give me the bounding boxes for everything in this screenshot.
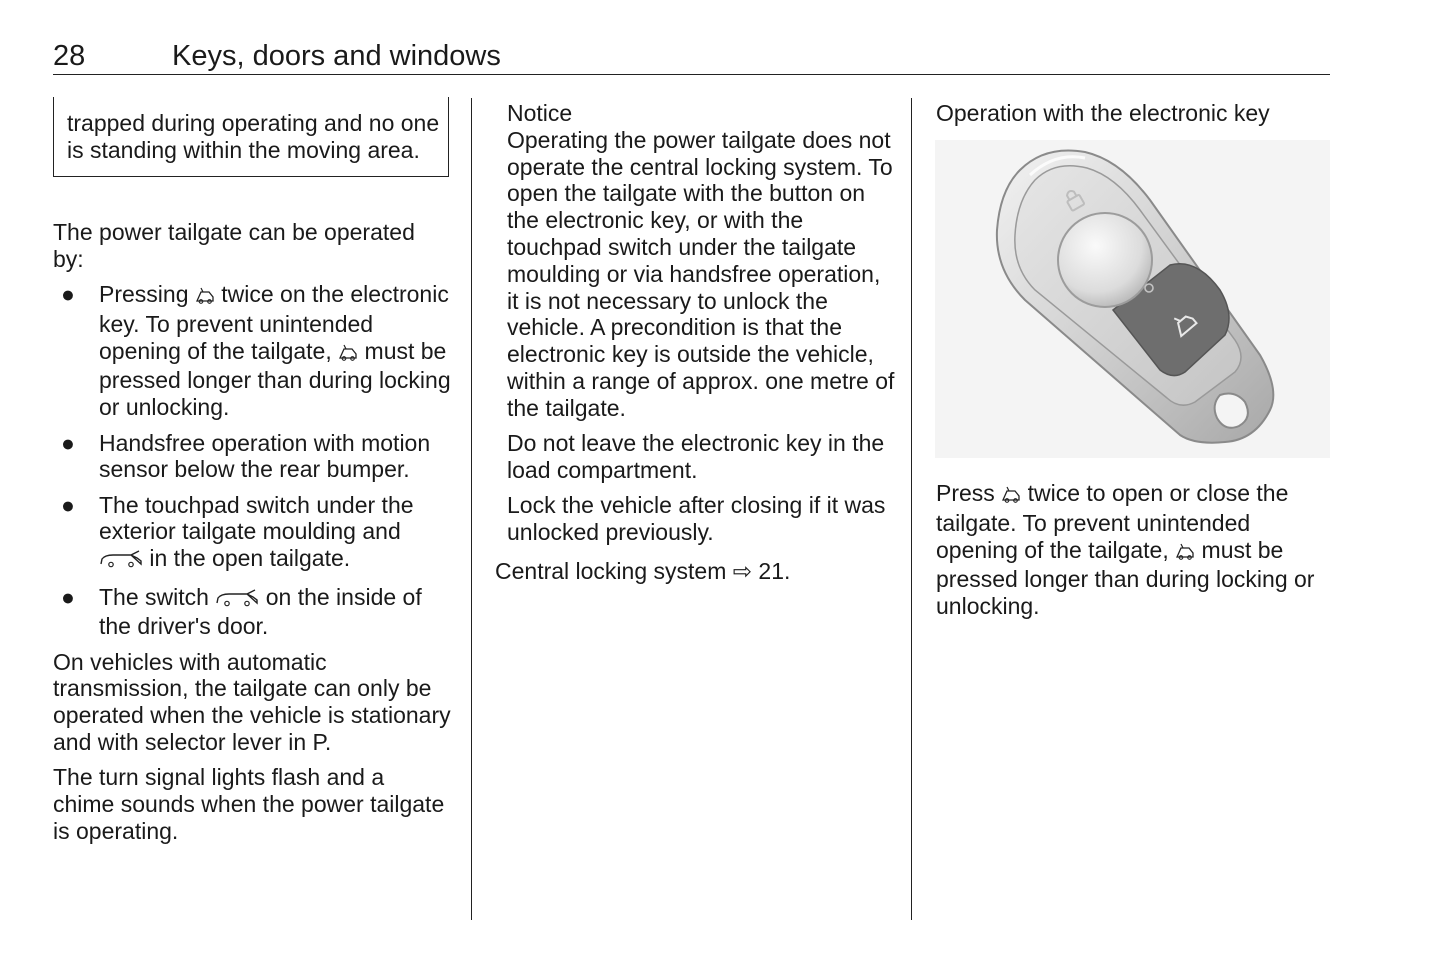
electronic-key-figure: [935, 140, 1330, 458]
list-item-text: on the inside of the driver's door.: [99, 583, 422, 640]
warning-box: [53, 97, 449, 177]
cross-reference[interactable]: [495, 558, 895, 585]
list-item-text: twice on the electronic key. To prevent unintended opening of the tailgate,: [99, 281, 449, 364]
xref-arrow-icon: ⇨: [732, 558, 753, 584]
list-item: [53, 492, 451, 575]
tailgate-icon: [1001, 483, 1021, 510]
automatic-transmission-paragraph: [53, 649, 451, 756]
header-rule: [53, 74, 1330, 75]
warning-text: trapped during operating and no one is standing within the moving area.: [67, 110, 440, 163]
turn-signal-paragraph: The turn signal lights flash and a chime sounds when the power tailgate is operating.: [53, 764, 445, 844]
bullet-icon: ●: [61, 429, 75, 456]
list-item-text: The switch: [99, 583, 216, 610]
tailgate-icon: [195, 284, 215, 311]
section-heading: Operation with the electronic key: [936, 100, 1270, 126]
open-tailgate-car-icon: [215, 587, 259, 614]
list-item: [53, 281, 451, 421]
open-tailgate-car-icon: [99, 548, 143, 575]
tailgate-icon: [1175, 540, 1195, 567]
list-item: [53, 584, 451, 641]
notice-block: [507, 100, 897, 546]
paragraph-text: twice to open or close the tailgate. To prevent unintended opening of the tailgate,: [936, 480, 1289, 563]
notice-paragraph: Operating the power tailgate does not operate the central locking system. To open the tailgate with the button on the electronic key, or with the touchpad switch under the tailgate moulding or via handsfree operation, it is not necessary to unlock the vehicle. A precondition is that the electronic key is outside the vehicle, within a range of approx. one metre of the tailgate.: [507, 126, 895, 421]
bullet-icon: ●: [61, 583, 75, 610]
column-divider-right: [911, 98, 912, 920]
column-1: [53, 219, 451, 845]
paragraph-text: Press: [936, 480, 1002, 506]
xref-text: Central locking system: [495, 558, 733, 584]
notice-paragraph: Do not leave the electronic key in the load compartment.: [507, 430, 885, 483]
paragraph-text: must be pressed longer than during locking or unlocking.: [936, 536, 1315, 620]
selector-position: P: [312, 729, 325, 756]
intro-paragraph: The power tailgate can be operated by:: [53, 219, 415, 272]
tailgate-icon: [338, 341, 358, 368]
paragraph-text: .: [324, 729, 332, 756]
list-item-text: Handsfree operation with motion sensor below the rear bumper.: [99, 429, 431, 483]
notice-heading: Notice: [507, 100, 573, 126]
electronic-key-illustration: [935, 140, 1330, 458]
bullet-icon: ●: [61, 491, 75, 518]
electronic-key-paragraph: [936, 480, 1330, 620]
list-item-text: Pressing: [99, 281, 195, 308]
paragraph-text: On vehicles with automatic transmission, the tailgate can only be operated when the vehicle is stationary and with selector lever in: [53, 648, 451, 756]
list-item-text: in the open tailgate.: [143, 545, 351, 572]
page-number: 28: [53, 40, 86, 72]
xref-page: 21.: [752, 558, 791, 584]
list-item-text: must be pressed longer than during locking or unlocking.: [99, 337, 451, 421]
operation-list: [53, 281, 451, 640]
list-item: [53, 430, 451, 484]
notice-paragraph: Lock the vehicle after closing if it was unlocked previously.: [507, 492, 886, 545]
page-title: Keys, doors and windows: [172, 40, 501, 72]
bullet-icon: ●: [61, 281, 75, 308]
column-divider-left: [471, 98, 472, 920]
list-item-text: The touchpad switch under the exterior tailgate moulding and: [99, 491, 414, 545]
